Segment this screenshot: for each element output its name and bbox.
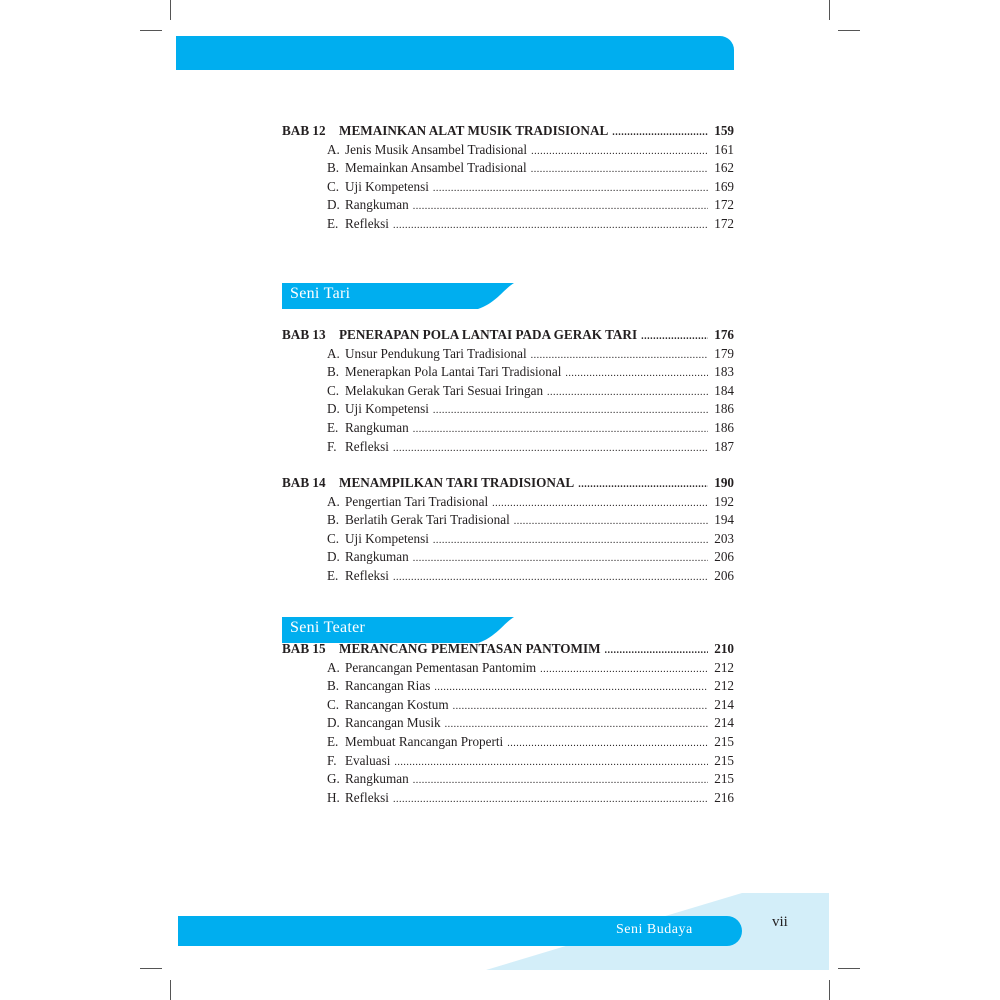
- toc-item-row[interactable]: [327, 511, 734, 529]
- item-page: 214: [714, 696, 734, 712]
- dot-leader: [507, 735, 708, 753]
- item-letter: A.: [327, 493, 340, 509]
- toc-chapter-row[interactable]: [282, 474, 734, 492]
- section-banner: [282, 283, 514, 309]
- toc-item-row[interactable]: [327, 178, 734, 196]
- dot-leader: [453, 698, 708, 716]
- item-page: 179: [714, 345, 734, 361]
- item-title: Rangkuman: [345, 771, 409, 787]
- item-page: 172: [714, 216, 734, 231]
- item-title: Refleksi: [345, 568, 389, 583]
- item-title: Menerapkan Pola Lantai Tari Tradisional: [345, 364, 562, 380]
- item-title: Uji Kompetensi: [345, 401, 429, 417]
- chapter-number: BAB 13: [282, 327, 326, 342]
- item-letter: C.: [327, 530, 340, 546]
- dot-leader: [433, 180, 708, 198]
- item-page: 187: [714, 438, 734, 454]
- dot-leader: [492, 495, 708, 513]
- dot-leader: [531, 161, 708, 179]
- toc-item-row[interactable]: [327, 530, 734, 548]
- item-letter: H.: [327, 789, 340, 805]
- dot-leader: [433, 402, 708, 420]
- item-title: Uji Kompetensi: [345, 530, 429, 546]
- dot-leader: [394, 754, 708, 772]
- item-page: 183: [714, 364, 734, 380]
- item-page: 206: [714, 549, 734, 565]
- item-title: Evaluasi: [345, 752, 391, 768]
- dot-leader: [531, 143, 708, 161]
- dot-leader: [565, 365, 708, 383]
- item-title: Rancangan Rias: [345, 678, 431, 694]
- dot-leader: [612, 124, 708, 142]
- dot-leader: [433, 532, 708, 550]
- item-letter: F.: [327, 752, 337, 768]
- page-number: vii: [772, 914, 788, 930]
- chapter-title: MEMAINKAN ALAT MUSIK TRADISIONAL: [339, 123, 609, 138]
- dot-leader: [434, 679, 708, 697]
- chapter-page: 159: [714, 123, 734, 138]
- dot-leader: [514, 513, 708, 531]
- toc-item-row[interactable]: [327, 141, 734, 159]
- item-page: 192: [714, 493, 734, 509]
- chapter-title: MERANCANG PEMENTASAN PANTOMIM: [339, 641, 601, 656]
- item-title: Berlatih Gerak Tari Tradisional: [345, 512, 510, 528]
- item-title: Rancangan Kostum: [345, 696, 449, 712]
- toc-chapter-row[interactable]: [282, 326, 734, 344]
- toc-item-row[interactable]: [327, 567, 734, 585]
- item-title: Membuat Rancangan Properti: [345, 734, 504, 749]
- item-letter: D.: [327, 197, 340, 213]
- toc-item-row[interactable]: [327, 752, 734, 770]
- chapter-title: MENAMPILKAN TARI TRADISIONAL: [339, 475, 575, 490]
- toc-item-row[interactable]: [327, 215, 734, 233]
- section-title: Seni Tari: [290, 285, 351, 302]
- toc-item-row[interactable]: [327, 659, 734, 677]
- toc-chapter-row[interactable]: [282, 640, 734, 658]
- dot-leader: [413, 550, 708, 568]
- toc-item-row[interactable]: [327, 345, 734, 363]
- item-page: 186: [714, 420, 734, 435]
- item-page: 216: [714, 789, 734, 805]
- item-title: Perancangan Pementasan Pantomim: [345, 659, 537, 675]
- item-letter: D.: [327, 549, 340, 565]
- item-page: 184: [714, 382, 734, 398]
- item-page: 172: [714, 197, 734, 213]
- item-letter: C.: [327, 178, 340, 194]
- dot-leader: [413, 421, 708, 439]
- toc-chapter-row[interactable]: [282, 122, 734, 140]
- item-page: 169: [714, 178, 734, 194]
- toc-item-row[interactable]: [327, 789, 734, 807]
- item-page: 212: [714, 678, 734, 694]
- item-letter: B.: [327, 512, 340, 528]
- item-page: 215: [714, 734, 734, 749]
- item-title: Unsur Pendukung Tari Tradisional: [345, 345, 527, 361]
- item-letter: A.: [327, 141, 340, 157]
- chapter-number: BAB 12: [282, 123, 326, 138]
- item-page: 206: [714, 568, 734, 583]
- toc-item-row[interactable]: [327, 493, 734, 511]
- dot-leader: [531, 347, 708, 365]
- item-title: Rangkuman: [345, 197, 409, 213]
- dot-leader: [641, 328, 708, 346]
- item-letter: A.: [327, 659, 340, 675]
- toc-item-row[interactable]: [327, 438, 734, 456]
- item-title: Refleksi: [345, 216, 389, 231]
- item-letter: E.: [327, 420, 339, 435]
- chapter-page: 176: [714, 327, 734, 342]
- dot-leader: [445, 716, 708, 734]
- item-page: 162: [714, 160, 734, 176]
- toc-item-row[interactable]: [327, 733, 734, 751]
- chapter-title: PENERAPAN POLA LANTAI PADA GERAK TARI: [339, 327, 638, 342]
- item-title: Rangkuman: [345, 420, 409, 435]
- item-title: Jenis Musik Ansambel Tradisional: [345, 141, 528, 157]
- item-page: 194: [714, 512, 734, 528]
- dot-leader: [393, 217, 708, 235]
- item-page: 215: [714, 752, 734, 768]
- item-title: Rancangan Musik: [345, 715, 441, 731]
- toc-item-row[interactable]: [327, 419, 734, 437]
- dot-leader: [547, 384, 708, 402]
- toc-item-row[interactable]: [327, 400, 734, 418]
- item-letter: B.: [327, 160, 340, 176]
- toc-item-row[interactable]: [327, 196, 734, 214]
- toc-item-row[interactable]: [327, 677, 734, 695]
- item-letter: D.: [327, 401, 340, 417]
- dot-leader: [605, 642, 708, 660]
- section-title: Seni Teater: [290, 619, 366, 636]
- item-letter: C.: [327, 696, 340, 712]
- toc-item-row[interactable]: [327, 770, 734, 788]
- item-page: 161: [714, 141, 734, 157]
- item-page: 212: [714, 659, 734, 675]
- toc-item-row[interactable]: [327, 548, 734, 566]
- item-page: 215: [714, 771, 734, 787]
- item-title: Uji Kompetensi: [345, 178, 429, 194]
- dot-leader: [413, 772, 708, 790]
- item-letter: G.: [327, 771, 340, 787]
- item-title: Refleksi: [345, 789, 389, 805]
- item-letter: E.: [327, 216, 339, 231]
- item-letter: D.: [327, 715, 340, 731]
- dot-leader: [393, 569, 708, 587]
- item-letter: E.: [327, 734, 339, 749]
- item-title: Melakukan Gerak Tari Sesuai Iringan: [345, 382, 544, 398]
- item-title: Memainkan Ansambel Tradisional: [345, 160, 527, 176]
- item-page: 214: [714, 715, 734, 731]
- toc-item-row[interactable]: [327, 159, 734, 177]
- chapter-number: BAB 15: [282, 641, 326, 656]
- item-title: Rangkuman: [345, 549, 409, 565]
- item-page: 203: [714, 530, 734, 546]
- dot-leader: [393, 440, 708, 458]
- item-title: Refleksi: [345, 438, 389, 454]
- dot-leader: [578, 476, 708, 494]
- item-page: 186: [714, 401, 734, 417]
- item-letter: C.: [327, 382, 340, 398]
- footer-subject: Seni Budaya: [616, 922, 693, 937]
- dot-leader: [413, 198, 708, 216]
- chapter-page: 190: [714, 475, 734, 490]
- dot-leader: [393, 791, 708, 809]
- item-letter: B.: [327, 364, 340, 380]
- item-letter: B.: [327, 678, 340, 694]
- toc-item-row[interactable]: [327, 696, 734, 714]
- toc-item-row[interactable]: [327, 363, 734, 381]
- chapter-page: 210: [714, 641, 734, 656]
- chapter-number: BAB 14: [282, 475, 326, 490]
- item-letter: A.: [327, 345, 340, 361]
- item-title: Pengertian Tari Tradisional: [345, 493, 489, 509]
- dot-leader: [540, 661, 708, 679]
- item-letter: F.: [327, 438, 337, 454]
- item-letter: E.: [327, 568, 339, 583]
- toc-item-row[interactable]: [327, 714, 734, 732]
- toc-item-row[interactable]: [327, 382, 734, 400]
